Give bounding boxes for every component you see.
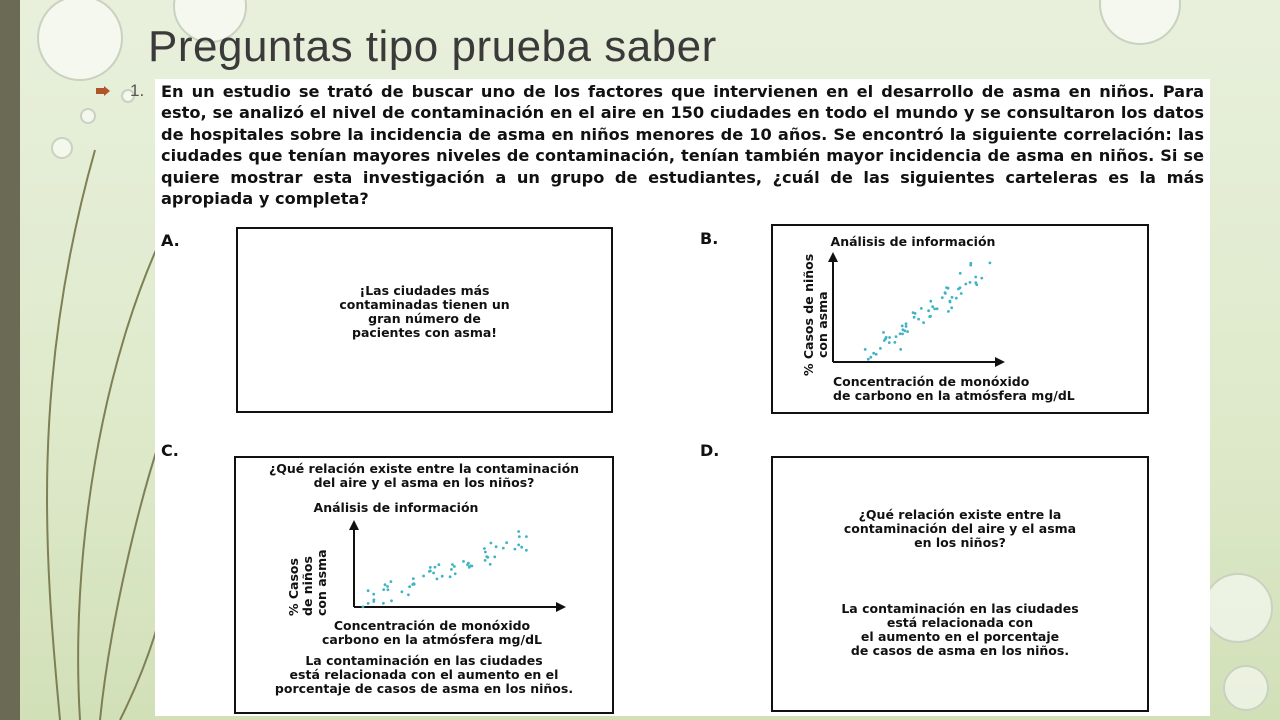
scatter-point [429,570,432,573]
scatter-point [401,590,404,593]
scatter-point [505,541,508,544]
option-b-ylabel [801,254,830,376]
scatter-point [969,262,972,265]
scatter-point [885,336,888,339]
option-b-label: B. [700,229,719,248]
scatter-point [929,315,932,318]
scatter-point [933,308,936,311]
scatter-point [367,589,370,592]
scatter-point [384,583,387,586]
scatter-point [484,551,487,554]
scatter-point [949,300,952,303]
scatter-point [412,577,415,580]
scatter-point [951,296,954,299]
scatter-point [517,544,520,547]
scatter-point [471,565,474,568]
scatter-point [899,348,902,351]
scatter-point [905,322,908,325]
option-c-question: ¿Qué relación existe entre la contaminación del aire y el asma en los niños? [268,461,580,490]
scatter-point [875,353,878,356]
scatter-point [929,300,932,303]
scatter-point [411,583,414,586]
option-c-xlabel-line2: carbono en la atmósfera mg/dL [322,632,542,647]
scatter-point [453,565,456,568]
option-b-y-arrow-icon [828,252,838,262]
scatter-point [955,297,958,300]
scatter-point [879,347,882,350]
scatter-point [525,535,528,538]
option-d-card [771,456,1149,712]
option-b-ylabel-line1: % Casos de niños [801,253,816,376]
scatter-point [438,563,441,566]
option-a-label: A. [161,231,180,250]
scatter-point [495,545,498,548]
scatter-point [901,333,904,336]
option-a-card [236,227,613,413]
scatter-point [867,358,870,361]
option-c-ylabel-line1: % Casos [286,558,301,616]
scatter-point [436,578,439,581]
option-c-card [234,456,614,714]
scatter-point [483,547,486,550]
scatter-point [920,307,923,310]
scatter-point [367,602,370,605]
scatter-point [960,292,963,295]
scatter-point [941,296,944,299]
scatter-point [869,356,872,359]
scatter-point [914,312,917,315]
scatter-point [449,575,452,578]
option-c-chart-title: Análisis de información [313,500,479,515]
scatter-point [373,598,376,601]
scatter-point [882,331,885,334]
scatter-point [957,288,960,291]
option-c-ylabel-line2: de niños [300,556,315,616]
scatter-point [502,547,505,550]
option-d-conclusion: La contaminación en las ciudades está relacionada con el aumento en el porcentaje de casos de asma en los niños. [841,601,1079,658]
option-c-label: C. [161,441,179,460]
scatter-point [964,283,967,286]
option-b-xlabel-line2: de carbono en la atmósfera mg/dL [833,388,1075,403]
question-text: En un estudio se trató de buscar uno de los factores que intervienen en el desarrollo de asma en niños. Para esto, se analizó el nivel de contaminación en el aire en 150 ciudades en todo el mundo y se consultaron los datos de hospitales sobre la incidencia de asma en niños menores de 10 años. Se encontró la siguiente correlación: las ciudades que tenían mayores niveles de contaminación, tenían también mayor incidencia de asma en niños. Si se quiere mostrar esta investigación a un grupo de estudiantes, ¿cuál de las siguientes carteleras es la más apropiada y completa? [161,82,1204,209]
option-b-card [771,224,1149,414]
scatter-point [390,599,393,602]
option-b-xlabel-line1: Concentración de monóxido [833,374,1030,389]
option-d-question: ¿Qué relación existe entre la contaminación del aire y el asma en los niños? [843,507,1077,550]
scatter-point [429,566,432,569]
scatter-point [493,556,496,559]
scatter-point [895,335,898,338]
scatter-point [450,568,453,571]
scatter-point [969,281,972,284]
scatter-point [944,291,947,294]
scatter-point [390,580,393,583]
scatter-point [386,585,389,588]
scatter-point [372,593,375,596]
scatter-point [454,572,457,575]
scatter-point [517,530,520,533]
scatter-point [947,310,950,313]
scatter-point [927,309,930,312]
option-b-ylabel-line2: con asma [815,291,830,358]
option-c-x-arrow-icon [556,602,566,612]
scatter-point [382,588,385,591]
scatter-point [883,339,886,342]
scatter-point [362,605,365,608]
option-c-chart [236,496,612,666]
scatter-point [893,341,896,344]
option-b-chart [773,226,1147,412]
option-c-scatter-points [362,530,528,608]
option-a-text: ¡Las ciudades más contaminadas tienen un gran número de pacientes con asma! [339,283,510,340]
scatter-point [917,318,920,321]
scatter-point [462,560,465,563]
scatter-point [518,535,521,538]
scatter-point [872,352,875,355]
scatter-point [490,542,493,545]
scatter-point [485,555,488,558]
scatter-point [980,277,983,280]
scatter-point [387,588,390,591]
scatter-point [434,566,437,569]
option-c-ylabel [286,549,329,616]
scatter-point [441,575,444,578]
option-b-x-arrow-icon [995,357,1005,367]
scatter-point [945,286,948,289]
scatter-point [936,307,939,310]
scatter-point [451,563,454,566]
scatter-point [888,341,891,344]
scatter-point [525,549,528,552]
scatter-point [489,563,492,566]
scatter-point [989,262,992,265]
scatter-point [905,325,908,328]
scatter-point [901,325,904,328]
scatter-point [975,283,978,286]
scatter-point [382,602,385,605]
option-c-xlabel-line1: Concentración de monóxido [333,618,531,633]
bullet-arrow-icon [96,86,110,96]
scatter-point [913,316,916,319]
scatter-point [408,585,411,588]
scatter-point [922,321,925,324]
option-c-y-arrow-icon [349,520,359,530]
scatter-point [467,562,470,565]
option-c-conclusion: La contaminación en las ciudades está relacionada con el aumento en el porcentaje de casos de asma en los niños. [274,653,574,696]
scatter-point [931,305,934,308]
scatter-point [888,336,891,339]
option-d-label: D. [700,441,720,460]
scatter-point [974,276,977,279]
scatter-point [514,548,517,551]
scatter-point [407,593,410,596]
scatter-point [520,546,523,549]
option-b-chart-title: Análisis de información [830,234,996,249]
scatter-point [906,330,909,333]
scatter-point [899,332,902,335]
scatter-point [902,328,905,331]
question-number: 1. [130,81,145,100]
option-b-scatter-points [864,262,992,361]
scatter-point [959,272,962,275]
option-c-ylabel-line3: con asma [314,549,329,616]
scatter-point [422,575,425,578]
scatter-point [950,306,953,309]
question-image [155,79,1210,716]
slide-title: Preguntas tipo prueba saber [148,22,717,71]
scatter-point [432,572,435,575]
scatter-point [864,348,867,351]
scatter-point [484,559,487,562]
